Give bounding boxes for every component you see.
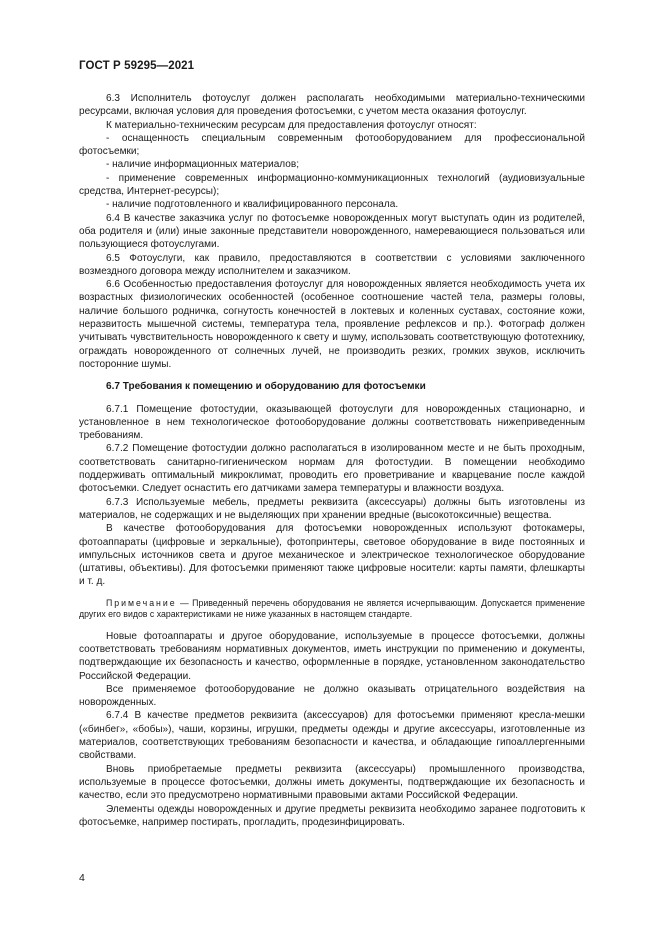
paragraph-no-negative-impact: Все применяемое фотооборудование не должно оказывать отрицательного воздействия на новорожденных.: [79, 683, 585, 709]
paragraph-6-7-1: 6.7.1 Помещение фотостудии, оказывающей фотоуслуги для новорожденных стационарно, и установленное в нем технологическое фотооборудование должны соответствовать нижеприведенным требованиям.: [79, 403, 585, 442]
paragraph-6-7-3: 6.7.3 Используемые мебель, предметы реквизита (аксессуары) должны быть изготовлены из материалов, не содержащих и не выделяющих при хранении вредные (высокотоксичные) вещества.: [79, 496, 585, 521]
paragraph-6-4: 6.4 В качестве заказчика услуг по фотосъемке новорожденных могут выступать один из родителей, оба родителя и (или) иные законные представители новорожденного, намеревающиеся пользоваться или пользующиеся фотоуслугами.: [79, 212, 585, 251]
paragraph-equipment-list: В качестве фотооборудования для фотосъемки новорожденных используют фотокамеры, фотоаппараты (цифровые и зеркальные), фотопринтеры, световое оборудование в виде постоянных и импульсных источников света и другое механическое и электрическое технологическое оборудование (штативы, объективы). Для фотосъемки применяют также цифровые носители: карты памяти, флешкарты и т. д.: [79, 523, 585, 588]
section-heading-6-7: 6.7 Требования к помещению и оборудованию для фотосъемки: [106, 381, 426, 393]
list-item-ict: - применение современных информационно-коммуникационных технологий (аудиовизуальные средства, Интернет-ресурсы);: [79, 172, 585, 198]
note: [79, 598, 585, 621]
paragraph-new-props: Вновь приобретаемые предметы реквизита (аксессуары) промышленного производства, используемые в процессе фотосъемки, должны иметь документы, подтверждающие их безопасность и качество, если это предусмотрено нормативными правовыми актами Российской Федерации.: [79, 763, 585, 802]
document-code-header: ГОСТ Р 59295—2021: [79, 60, 195, 72]
paragraph-6-6: 6.6 Особенностью предоставления фотоуслуг для новорожденных является необходимость учета их возрастных физиологических особенностей (особенное соотношение частей тела, размеры головы, наличие большого родничка, согнутость конечностей в локтевых и коленных суставах, состояние кожи, неразвитость мышечной системы, температура тела, проявление рефлексов и пр.). Фотограф должен учитывать чувствительность новорожденного к свету и шуму, использовать соответствующую фототехнику, ограждать новорожденного от солнечных лучей, не производить резких, громких звуков, исключить посторонние шумы.: [79, 279, 585, 370]
paragraph-clothing-prep: Элементы одежды новорожденных и другие предметы реквизита необходимо заранее подготовить к фотосъемке, например постирать, прогладить, продезинфицировать.: [79, 803, 585, 828]
list-item-staff: - наличие подготовленного и квалифицированного персонала.: [106, 199, 399, 211]
paragraph-6-5: 6.5 Фотоуслуги, как правило, предоставляются в соответствии с условиями заключенного возмездного договора между исполнителем и заказчиком.: [79, 252, 585, 277]
paragraph-new-equipment: Новые фотоаппараты и другое оборудование, используемые в процессе фотосъемки, должны соответствовать требованиям нормативных документов, иметь инструкции по применению и документы, подтверждающие их безопасность и качество, оформленные в порядке, установленном законодательство Российской Федерации.: [79, 630, 585, 682]
list-item-equipment: - оснащенность специальным современным фотооборудованием для профессиональной фотосъемки;: [79, 132, 585, 158]
paragraph-6-7-2: 6.7.2 Помещение фотостудии должно располагаться в изолированном месте и не быть проходным, соответствовать санитарно-гигиеническом нормам для фотостудии. В помещении необходимо поддерживать оптимальный микроклимат, проводить его проветривание и кварцевание после каждой фотосъемки. Следует оснастить его датчиками замера температуры и влажности воздуха.: [79, 443, 585, 495]
document-body: [79, 92, 585, 829]
page-number: 4: [79, 872, 85, 884]
paragraph-resources-intro: К материально-техническим ресурсам для предоставления фотоуслуг относят:: [106, 119, 477, 131]
note-text: — Приведенный перечень оборудования не является исчерпывающим. Допускается применение других его видов с характеристиками не ниже указанных в настоящем стандарте.: [79, 597, 585, 620]
list-item-info-materials: - наличие информационных материалов;: [106, 159, 299, 171]
note-label: Примечание: [106, 597, 177, 608]
paragraph-6-7-4: 6.7.4 В качестве предметов реквизита (аксессуаров) для фотосъемки применяют кресла-мешки («бинбег», «бобы»), чаши, корзины, игрушки, предметы одежды и другие аксессуары, изготовленные из материалов, соответствующих требованиям безопасности и качества, и обладающие гипоаллергенными свойствами.: [79, 710, 585, 762]
paragraph-6-3: 6.3 Исполнитель фотоуслуг должен располагать необходимыми материально-техническими ресурсами, включая условия для проведения фотосъемки, с учетом места оказания фотоуслуг.: [79, 93, 585, 118]
